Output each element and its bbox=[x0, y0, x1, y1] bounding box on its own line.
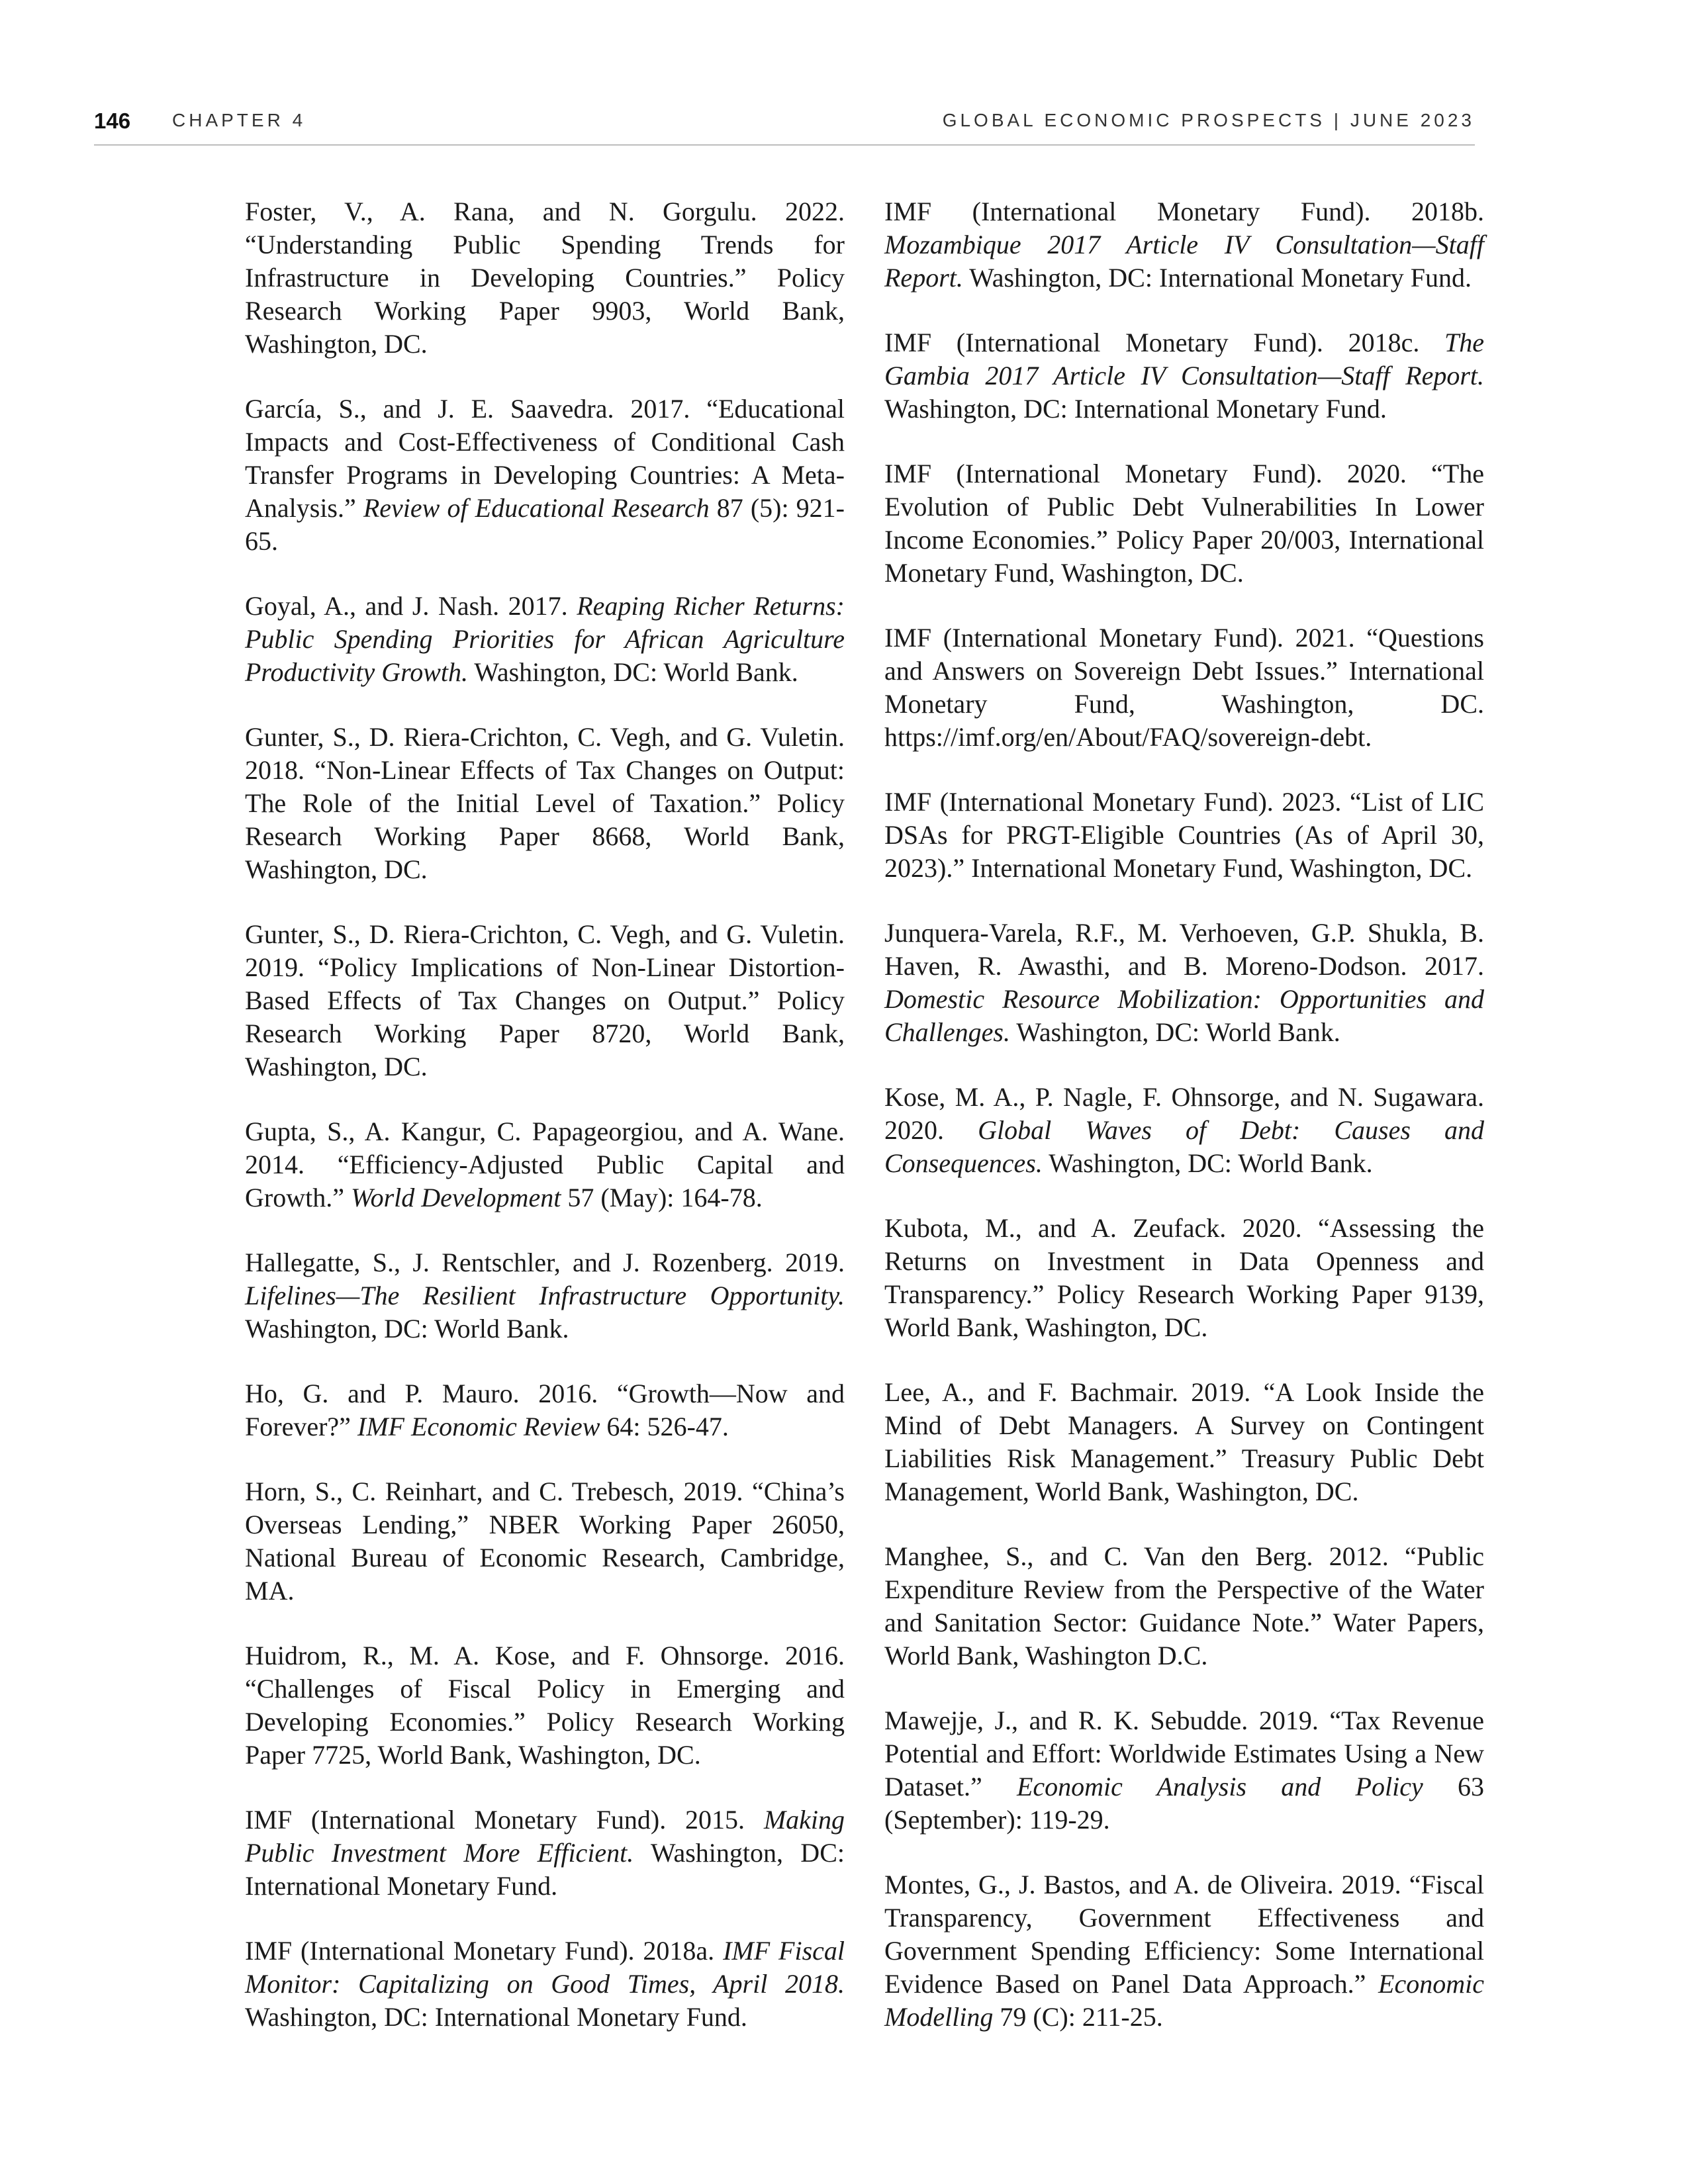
reference-entry: Foster, V., A. Rana, and N. Gorgulu. 2022. “Understanding Public Spending Trends for Infrastructure in Developing Countries.” Policy Research Working Paper 9903, World Bank, Washington, DC. bbox=[245, 197, 845, 359]
reference-entry: Lee, A., and F. Bachmair. 2019. “A Look Inside the Mind of Debt Managers. A Survey on Contingent Liabilities Risk Management.” Treasury Public Debt Management, World Bank, Washington, DC. bbox=[884, 1377, 1484, 1506]
reference-entry: IMF (International Monetary Fund). 2023. “List of LIC DSAs for PRGT-Eligible Countries (As of April 30, 2023).” International Monetary Fund, Washington, DC. bbox=[884, 787, 1484, 883]
references-right-column bbox=[884, 195, 1484, 2066]
report-title: GLOBAL ECONOMIC PROSPECTS | JUNE 2023 bbox=[942, 110, 1475, 130]
reference-entry: IMF (International Monetary Fund). 2020. “The Evolution of Public Debt Vulnerabilities In Lower Income Economies.” Policy Paper 20/003, International Monetary Fund, Washington, DC. bbox=[884, 459, 1484, 588]
reference-entry: Gunter, S., D. Riera-Crichton, C. Vegh, and G. Vuletin. 2019. “Policy Implications of Non-Linear Distortion-Based Effects of Tax Changes on Output.” Policy Research Working Paper 8720, World Bank, Washington, DC. bbox=[245, 919, 845, 1081]
reference-entry: IMF (International Monetary Fund). 2021. “Questions and Answers on Sovereign Debt Issues.” International Monetary Fund, Washington, DC. https://imf.org/en/About/FAQ/sovereign-debt. bbox=[884, 623, 1484, 752]
chapter-label: CHAPTER 4 bbox=[172, 110, 306, 130]
references-left-column bbox=[245, 195, 845, 2066]
reference-entry: Hallegatte, S., J. Rentschler, and J. Rozenberg. 2019. Lifelines—The Resilient Infrastructure Opportunity. Washington, DC: World Bank. bbox=[245, 1248, 845, 1343]
reference-entry: Manghee, S., and C. Van den Berg. 2012. “Public Expenditure Review from the Perspective of the Water and Sanitation Sector: Guidance Note.” Water Papers, World Bank, Washington D.C. bbox=[884, 1541, 1484, 1670]
reference-entry: Junquera-Varela, R.F., M. Verhoeven, G.P. Shukla, B. Haven, R. Awasthi, and B. Moreno-Dodson. 2017. Domestic Resource Mobilization: Opportunities and Challenges. Washington, DC: World Bank. bbox=[884, 918, 1484, 1047]
reference-entry: IMF (International Monetary Fund). 2018a. IMF Fiscal Monitor: Capitalizing on Good Times, April 2018. Washington, DC: International Monetary Fund. bbox=[245, 1936, 845, 2032]
reference-entry: IMF (International Monetary Fund). 2018c. The Gambia 2017 Article IV Consultation—Staff Report. Washington, DC: International Monetary Fund. bbox=[884, 328, 1484, 424]
reference-entry: Montes, G., J. Bastos, and A. de Oliveira. 2019. “Fiscal Transparency, Government Effectiveness and Government Spending Efficiency: Some International Evidence Based on Panel Data Approach.” Economic Modelling 79 (C): 211-25. bbox=[884, 1870, 1484, 2032]
reference-entry: Gunter, S., D. Riera-Crichton, C. Vegh, and G. Vuletin. 2018. “Non-Linear Effects of Tax Changes on Output: The Role of the Initial Level of Taxation.” Policy Research Working Paper 8668, World Bank, Washington, DC. bbox=[245, 722, 845, 884]
page-header bbox=[94, 106, 1475, 139]
reference-entry: Ho, G. and P. Mauro. 2016. “Growth—Now and Forever?” IMF Economic Review 64: 526-47. bbox=[245, 1379, 845, 1441]
reference-entry: Goyal, A., and J. Nash. 2017. Reaping Richer Returns: Public Spending Priorities for African Agriculture Productivity Growth. Washington, DC: World Bank. bbox=[245, 591, 845, 687]
reference-entry: Kubota, M., and A. Zeufack. 2020. “Assessing the Returns on Investment in Data Openness and Transparency.” Policy Research Working Paper 9139, World Bank, Washington, DC. bbox=[884, 1213, 1484, 1342]
reference-entry: Mawejje, J., and R. K. Sebudde. 2019. “Tax Revenue Potential and Effort: Worldwide Estimates Using a New Dataset.” Economic Analysis and Policy 63 (September): 119-29. bbox=[884, 1706, 1484, 1835]
reference-entry: Gupta, S., A. Kangur, C. Papageorgiou, and A. Wane. 2014. “Efficiency-Adjusted Public Capital and Growth.” World Development 57 (May): 164-78. bbox=[245, 1116, 845, 1212]
reference-entry: Kose, M. A., P. Nagle, F. Ohnsorge, and N. Sugawara. 2020. Global Waves of Debt: Causes and Consequences. Washington, DC: World Bank. bbox=[884, 1082, 1485, 1178]
page-number: 146 bbox=[94, 109, 131, 133]
reference-entry: Horn, S., C. Reinhart, and C. Trebesch, 2019. “China’s Overseas Lending,” NBER Working Paper 26050, National Bureau of Economic Research, Cambridge, MA. bbox=[245, 1477, 845, 1606]
reference-entry: Huidrom, R., M. A. Kose, and F. Ohnsorge. 2016. “Challenges of Fiscal Policy in Emerging and Developing Economies.” Policy Research Working Paper 7725, World Bank, Washington, DC. bbox=[245, 1641, 845, 1770]
header-divider bbox=[94, 144, 1475, 146]
reference-entry: García, S., and J. E. Saavedra. 2017. “Educational Impacts and Cost-Effectiveness of Conditional Cash Transfer Programs in Developing Countries: A Meta-Analysis.” Review of Educational Research 87 (5): 921-65. bbox=[245, 394, 845, 556]
reference-entry: IMF (International Monetary Fund). 2015. Making Public Investment More Efficient. Washington, DC: International Monetary Fund. bbox=[245, 1805, 845, 1901]
reference-entry: IMF (International Monetary Fund). 2018b. Mozambique 2017 Article IV Consultation—Staff Report. Washington, DC: International Monetary Fund. bbox=[884, 197, 1484, 293]
